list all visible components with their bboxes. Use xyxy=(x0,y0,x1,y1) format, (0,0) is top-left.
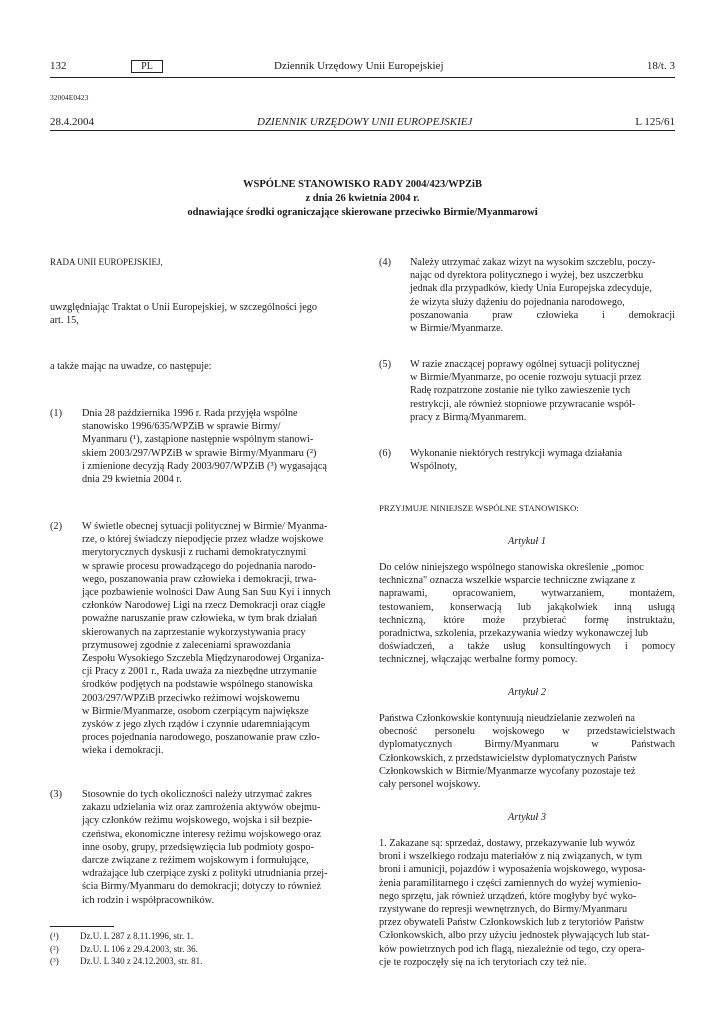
recital-line: zysków z jego złych rządów i czynnie udaremniającym xyxy=(82,719,310,731)
recital-2 xyxy=(82,520,350,758)
recital-number: (6) xyxy=(379,448,392,459)
article-line: Członkowskich w Birmie/Myanmarze wycofany pozostaje też xyxy=(379,765,636,777)
recital-line: ścia Birmy/Myanmaru do demokracji; dotyczy to również xyxy=(82,881,322,893)
recital-line: w sprawie procesu prowadzącego do pojednania narodo- xyxy=(82,560,316,572)
title-line-1: WSPÓLNE STANOWISKO RADY 2004/423/WPZiB xyxy=(243,179,482,190)
recital-number: (3) xyxy=(50,789,63,800)
orig-ref: L 125/61 xyxy=(635,116,675,128)
recital-line: Stosownie do tych okoliczności należy utrzymać zakres xyxy=(82,789,312,800)
article-heading: Artykuł 2 xyxy=(507,687,547,698)
article-line: testowaniem, konserwacją lub jakąkolwiek inną usługą xyxy=(379,601,675,613)
page-number: 132 xyxy=(50,60,67,72)
journal-title: Dziennik Urzędowy Unii Europejskiej xyxy=(274,60,444,72)
recital-line: w Birmie/Myanmarze. xyxy=(410,323,504,335)
article-line: broni i amunicji, pojazdów i wyposażenia wojskowego, wyposa- xyxy=(379,864,646,876)
article-line: broni i wszelkiego rodzaju materiałów z nią związanych, w tym xyxy=(379,851,643,863)
footnote-mark: (³) xyxy=(50,956,59,966)
language-badge: PL xyxy=(131,60,163,73)
article-3-body xyxy=(379,837,675,969)
article-line: przez obywateli Państw Członkowskich lub z terytoriów Państw xyxy=(379,917,645,929)
footnote xyxy=(50,955,350,968)
recital-line: ich rodzin i współpracowników. xyxy=(82,894,215,906)
recital-line: jący członków reżimu wojskowego, wojska i sił bezpie- xyxy=(82,815,313,827)
recital-line: pracy z Birmą/Myanmarem. xyxy=(410,411,527,423)
article-line: dyplomatycznych Birmy/Myanmaru w Państwach xyxy=(379,739,675,751)
article-line: Do celów niniejszego wspólnego stanowiska określenie „pomoc xyxy=(379,562,644,573)
recital-line: skierowanych na zaprzestanie wykorzystywania pracy xyxy=(82,626,306,638)
recital-line: nając od dyrektora politycznego i wyżej, bez uszczerbku xyxy=(410,270,644,282)
recital-line: Należy utrzymać zakaz wizyt na wysokim szczeblu, poczy- xyxy=(410,257,656,268)
recital-number: (2) xyxy=(50,521,63,532)
title-line-2: z dnia 26 kwietnia 2004 r. xyxy=(305,193,420,204)
article-line: obecność personelu wojskowego w przedstawicielstwach xyxy=(379,726,675,738)
article-line: doświadczeń, a także usług konsultingowych i pomocy xyxy=(379,641,675,653)
recital-line: Dnia 28 października 1996 r. Rada przyjęła wspólne xyxy=(82,408,298,419)
edition: 18/t. 3 xyxy=(646,60,675,72)
recital-line: przymusowej zgodnie z zaleceniami sprawozdania xyxy=(82,639,291,651)
recital-line: skiem 2003/297/WPZiB w sprawie Birmy/Myanmaru (²) xyxy=(82,447,317,459)
recital-line: w Birmie/Myanmarze, po ocenie rozwoju sytuacji przez xyxy=(410,372,642,384)
footnote-mark: (²) xyxy=(50,943,59,954)
footnote-text: Dz.U. L 106 z 29.4.2003, str. 36. xyxy=(80,943,198,954)
recital-3 xyxy=(82,788,350,907)
footnote xyxy=(50,930,350,943)
article-heading: Artykuł 3 xyxy=(507,812,547,823)
article-line: Członkowskich, z przedstawicielstw dyplomatycznych Państw xyxy=(379,752,638,764)
recital-line: członków Narodowej Ligi na rzecz Demokracji oraz ciągłe xyxy=(82,600,326,612)
recital-line: środków podjętych na podstawie wspólnego stanowiska xyxy=(82,679,313,691)
footnote-rule xyxy=(50,926,114,927)
footnote-text: Dz.U. L 287 z 8.11.1996, str. 1. xyxy=(80,931,194,941)
footnote xyxy=(50,943,350,956)
celex-number: 32004E0423 xyxy=(50,93,89,102)
recital-4 xyxy=(410,256,675,335)
recital-line: i zmienione decyzją Rady 2003/907/WPZiB (³) wygasającą xyxy=(82,460,327,472)
recital-line: stanowisko 1996/635/WPZiB w sprawie Birmy/ xyxy=(82,421,281,433)
recital-line: Wspólnoty, xyxy=(410,461,458,473)
recital-line: że wizyta służy dążeniu do pojednania narodowego, xyxy=(410,296,625,308)
article-line: Członkowskich, albo przy użyciu jednostek pływających lub stat- xyxy=(379,930,650,942)
recital-line: Wykonanie niektórych restrykcji wymaga działania xyxy=(410,448,623,459)
header-rule xyxy=(50,77,675,78)
footnotes xyxy=(50,930,350,968)
article-heading: Artykuł 1 xyxy=(507,536,547,547)
recital-line: Radę rozpatrzone zostanie nie tylko zawieszenie tych xyxy=(410,385,631,397)
article-line: Państwa Członkowskie kontynuują nieudzielanie zezwoleń na xyxy=(379,713,635,724)
council-heading: RADA UNII EUROPEJSKIEJ, xyxy=(50,257,163,267)
article-line: naprawami, opracowaniem, wytwarzaniem, montażem, xyxy=(379,588,675,600)
recital-5 xyxy=(410,358,675,424)
title-line-3: odnawiające środki ograniczające skierowane przeciwko Birmie/Myanmarowi xyxy=(187,207,538,218)
recital-line: czeństwa, ekonomiczne interesy reżimu wojskowego oraz xyxy=(82,828,322,840)
recital-line: poważne naruszanie praw człowieka, w tym brak działań xyxy=(82,613,318,625)
recital-line: jednak dla przypadków, kiedy Unia Europejska zdecyduje, xyxy=(410,283,652,295)
article-1-body xyxy=(379,561,675,667)
article-line: rzystywane do represji wewnętrznych, do Birmy/Myanmaru xyxy=(379,904,628,916)
article-line: żenia paramilitarnego i części zamiennych do wyżej wymienio- xyxy=(379,877,642,889)
orig-journal-title: DZIENNIK URZĘDOWY UNII EUROPEJSKIEJ xyxy=(257,116,473,128)
recital-number: (4) xyxy=(379,257,392,268)
recital-line: 2003/297/WPZiB przeciwko reżimowi wojskowemu xyxy=(82,692,300,704)
whereas: a także mając na uwadze, co następuje: xyxy=(50,361,212,372)
having-regard-line: uwzględniając Traktat o Unii Europejskiej, w szczególności jego xyxy=(50,302,318,313)
article-2-body xyxy=(379,712,675,791)
adopted-statement: PRZYJMUJE NINIEJSZE WSPÓLNE STANOWISKO: xyxy=(379,503,579,513)
recital-line: jące pozbawienie wolności Daw Aung San Suu Kyi i innych xyxy=(82,587,331,599)
article-line: cje te rozpoczęły się na ich terytoriach czy też nie. xyxy=(379,956,587,968)
recital-line: wego, poszanowania praw człowieka i demokracji, trwa- xyxy=(82,573,317,585)
footnote-text: Dz.U. L 340 z 24.12.2003, str. 81. xyxy=(80,956,203,966)
having-regard-line: art. 15, xyxy=(50,315,79,327)
article-line: technicznej, włączając werbalne formy pomocy. xyxy=(379,654,578,666)
recital-line: proces pojednania narodowego, poszanowanie praw czło- xyxy=(82,732,320,744)
recital-line: Zespołu Wysokiego Szczebla Międzynarodowej Organiza- xyxy=(82,653,325,665)
article-line: techniczną, które może przybierać formę instruktażu, xyxy=(379,614,675,626)
recital-line: cji Pracy z 2001 r., Rada uważa za niezbędne utrzymanie xyxy=(82,666,317,678)
recital-line: dnia 29 kwietnia 2004 r. xyxy=(82,474,182,486)
recital-line: rze, o której świadczy niepodjęcie przez władze wojskowe xyxy=(82,534,324,546)
footnote-mark: (¹) xyxy=(50,931,59,941)
recital-line: zakazu udzielania wiz oraz zamrożenia aktywów obejmu- xyxy=(82,802,321,814)
article-line: 1. Zakazane są: sprzedaż, dostawy, przekazywanie lub wywóz xyxy=(379,838,636,849)
orig-date: 28.4.2004 xyxy=(50,116,94,128)
recital-line: W razie znaczącej poprawy ogólnej sytuacji politycznej xyxy=(410,359,640,370)
recital-line: merytorycznych dyskusji z ruchami demokratycznymi xyxy=(82,547,307,559)
recital-line: wieka i demokracji. xyxy=(82,745,164,757)
article-line: poradnictwa, szkolenia, przekazywania wiedzy wykonawczej lub xyxy=(379,628,649,640)
orig-header-rule xyxy=(50,130,675,131)
article-line: nego sprzętu, jak również urządzeń, które mogłyby być wyko- xyxy=(379,890,637,902)
having-regard xyxy=(50,301,350,327)
recital-line: wdrażające lub czerpiące zyski z polityki utrudniania przej- xyxy=(82,868,328,880)
recital-1 xyxy=(82,407,350,486)
document-title xyxy=(50,178,675,220)
recital-line: inne osoby, grupy, przedsięwzięcia lub podmioty gospo- xyxy=(82,841,315,853)
recital-line: w Birmie/Myanmarze, osobom czerpiącym największe xyxy=(82,705,309,717)
recital-line: Myanmaru (¹), zastąpione następnie wspólnym stanowi- xyxy=(82,434,314,446)
recital-line: darcze związane z reżimem wojskowym i formułujące, xyxy=(82,855,309,867)
recital-line: restrykcji, ale również stopniowe przywracanie współ- xyxy=(410,398,636,410)
recital-line: W świetle obecnej sytuacji politycznej w Birmie/ Myanma- xyxy=(82,521,328,532)
recital-number: (5) xyxy=(379,359,392,370)
article-line: cały personel wojskowy. xyxy=(379,779,481,791)
recital-number: (1) xyxy=(50,408,63,419)
recital-line: poszanowania praw człowieka i demokracji xyxy=(410,309,675,321)
article-line: ków powietrznych pod ich flagą, niezależnie od tego, czy opera- xyxy=(379,943,645,955)
article-line: techniczna" oznacza wszelkie wsparcie techniczne związane z xyxy=(379,575,636,587)
recital-6 xyxy=(410,447,675,473)
